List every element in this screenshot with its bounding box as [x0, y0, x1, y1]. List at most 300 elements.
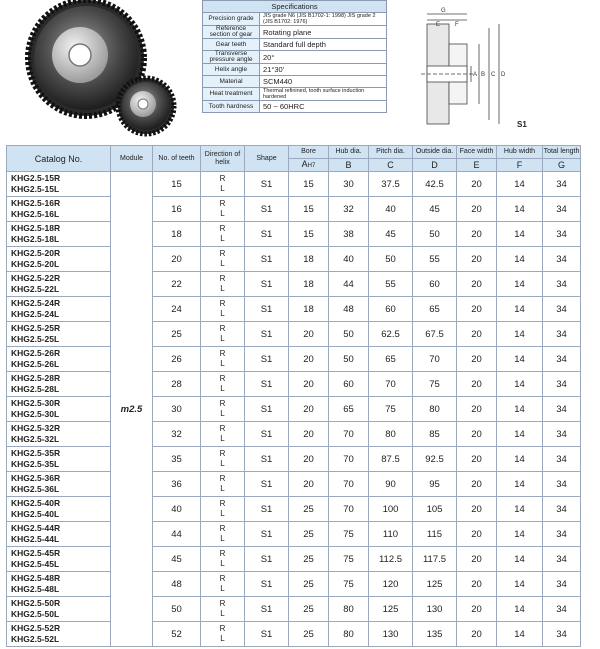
- shape-value: S1: [245, 447, 289, 472]
- catalog-number-l: KHG2.5-48L: [11, 584, 60, 594]
- hub-width-value: 14: [497, 197, 543, 222]
- total-length-value: 34: [543, 472, 581, 497]
- catalog-number: [7, 222, 111, 247]
- catalog-number: [7, 397, 111, 422]
- teeth-count: 44: [153, 522, 201, 547]
- outside-dia-value: 92.5: [413, 447, 457, 472]
- shape-value: S1: [245, 422, 289, 447]
- helix-direction: [201, 597, 245, 622]
- header-shape: Shape: [245, 146, 289, 172]
- helix-direction: [201, 547, 245, 572]
- hub-width-value: 14: [497, 522, 543, 547]
- shape-value: S1: [245, 472, 289, 497]
- catalog-number-r: KHG2.5-52R: [11, 623, 61, 633]
- catalog-number: [7, 547, 111, 572]
- spec-value: 20°: [260, 51, 387, 64]
- helix-right: R: [219, 624, 226, 633]
- subheader-outside-dia: D: [413, 159, 457, 172]
- total-length-value: 34: [543, 372, 581, 397]
- pitch-dia-value: 110: [369, 522, 413, 547]
- shape-value: S1: [245, 172, 289, 197]
- catalog-number: [7, 322, 111, 347]
- hub-dia-value: 70: [329, 422, 369, 447]
- shape-value: S1: [245, 197, 289, 222]
- helix-direction: [201, 472, 245, 497]
- bore-value: 20: [289, 372, 329, 397]
- hub-width-value: 14: [497, 622, 543, 647]
- catalog-number: [7, 622, 111, 647]
- header-pitch-dia: Pitch dia.: [369, 146, 413, 159]
- helix-left: L: [220, 459, 225, 468]
- catalog-number: [7, 247, 111, 272]
- catalog-number-r: KHG2.5-26R: [11, 348, 61, 358]
- header-outside-dia: Outside dia.: [413, 146, 457, 159]
- helix-right: R: [219, 349, 226, 358]
- pitch-dia-value: 112.5: [369, 547, 413, 572]
- teeth-count: 35: [153, 447, 201, 472]
- face-width-value: 20: [457, 397, 497, 422]
- face-width-value: 20: [457, 247, 497, 272]
- spec-label: Heat treatment: [203, 88, 260, 101]
- table-row: [7, 197, 581, 222]
- teeth-count: 48: [153, 572, 201, 597]
- hub-width-value: 14: [497, 322, 543, 347]
- shape-label: S1: [517, 120, 527, 129]
- dim-label-g: G: [441, 8, 446, 14]
- helix-left: L: [220, 384, 225, 393]
- hub-dia-value: 80: [329, 597, 369, 622]
- total-length-value: 34: [543, 297, 581, 322]
- catalog-number-r: KHG2.5-44R: [11, 523, 61, 533]
- teeth-count: 28: [153, 372, 201, 397]
- helix-right: R: [219, 449, 226, 458]
- outside-dia-value: 135: [413, 622, 457, 647]
- helix-left: L: [220, 634, 225, 643]
- total-length-value: 34: [543, 547, 581, 572]
- helix-right: R: [219, 574, 226, 583]
- face-width-value: 20: [457, 272, 497, 297]
- table-row: [7, 472, 581, 497]
- catalog-number-r: KHG2.5-40R: [11, 498, 61, 508]
- table-row: [7, 297, 581, 322]
- bore-value: 20: [289, 422, 329, 447]
- helix-left: L: [220, 509, 225, 518]
- helix-right: R: [219, 274, 226, 283]
- helix-direction: [201, 272, 245, 297]
- teeth-count: 24: [153, 297, 201, 322]
- helix-right: R: [219, 174, 226, 183]
- catalog-number-l: KHG2.5-20L: [11, 259, 60, 269]
- catalog-number-l: KHG2.5-35L: [11, 459, 60, 469]
- face-width-value: 20: [457, 322, 497, 347]
- outside-dia-value: 117.5: [413, 547, 457, 572]
- catalog-number-l: KHG2.5-26L: [11, 359, 60, 369]
- spec-label: Gear teeth: [203, 39, 260, 51]
- pitch-dia-value: 55: [369, 272, 413, 297]
- table-row: [7, 247, 581, 272]
- face-width-value: 20: [457, 547, 497, 572]
- outside-dia-value: 115: [413, 522, 457, 547]
- helix-left: L: [220, 209, 225, 218]
- spec-row: [203, 76, 387, 88]
- pitch-dia-value: 75: [369, 397, 413, 422]
- bore-value: 20: [289, 397, 329, 422]
- catalog-number: [7, 597, 111, 622]
- pitch-dia-value: 37.5: [369, 172, 413, 197]
- catalog-number-l: KHG2.5-16L: [11, 209, 60, 219]
- catalog-number-r: KHG2.5-36R: [11, 473, 61, 483]
- spec-value: Standard full depth: [260, 39, 387, 51]
- hub-dia-value: 38: [329, 222, 369, 247]
- subheader-bore: AH7: [289, 159, 329, 172]
- hub-dia-value: 50: [329, 322, 369, 347]
- teeth-count: 45: [153, 547, 201, 572]
- hub-width-value: 14: [497, 447, 543, 472]
- catalog-number-l: KHG2.5-52L: [11, 634, 60, 644]
- hub-dia-value: 70: [329, 497, 369, 522]
- spec-row: [203, 64, 387, 76]
- outside-dia-value: 65: [413, 297, 457, 322]
- spec-row: [203, 26, 387, 39]
- catalog-number-l: KHG2.5-50L: [11, 609, 60, 619]
- pitch-dia-value: 120: [369, 572, 413, 597]
- table-row: [7, 597, 581, 622]
- helix-left: L: [220, 584, 225, 593]
- helical-gear-photo: [6, 0, 196, 138]
- helix-right: R: [219, 549, 226, 558]
- bore-value: 20: [289, 472, 329, 497]
- bore-value: 20: [289, 322, 329, 347]
- face-width-value: 20: [457, 222, 497, 247]
- table-row: [7, 547, 581, 572]
- pitch-dia-value: 40: [369, 197, 413, 222]
- spec-value: Rotating plane: [260, 26, 387, 39]
- hub-dia-value: 30: [329, 172, 369, 197]
- face-width-value: 20: [457, 622, 497, 647]
- spec-value: SCM440: [260, 76, 387, 88]
- hub-dia-value: 65: [329, 397, 369, 422]
- catalog-number-l: KHG2.5-28L: [11, 384, 60, 394]
- helix-right: R: [219, 324, 226, 333]
- teeth-count: 22: [153, 272, 201, 297]
- dim-label-f: F: [455, 22, 459, 28]
- table-row: [7, 422, 581, 447]
- subheader-pitch-dia: C: [369, 159, 413, 172]
- dim-label-b: B: [481, 72, 486, 78]
- spec-label: Transverse pressure angle: [203, 51, 260, 64]
- shape-value: S1: [245, 347, 289, 372]
- helix-left: L: [220, 309, 225, 318]
- catalog-number: [7, 522, 111, 547]
- subheader-face-width: E: [457, 159, 497, 172]
- table-row: [7, 372, 581, 397]
- header-teeth: No. of teeth: [153, 146, 201, 172]
- header-hub-width: Hub width: [497, 146, 543, 159]
- face-width-value: 20: [457, 447, 497, 472]
- total-length-value: 34: [543, 247, 581, 272]
- subheader-total-length: G: [543, 159, 581, 172]
- face-width-value: 20: [457, 172, 497, 197]
- total-length-value: 34: [543, 197, 581, 222]
- shape-value: S1: [245, 322, 289, 347]
- catalog-number: [7, 497, 111, 522]
- dim-label-a: A: [473, 72, 478, 78]
- header-face-width: Face width: [457, 146, 497, 159]
- specifications-title: Specifications: [203, 1, 387, 13]
- hub-dia-value: 32: [329, 197, 369, 222]
- teeth-count: 26: [153, 347, 201, 372]
- catalog-number-r: KHG2.5-22R: [11, 273, 61, 283]
- helix-direction: [201, 622, 245, 647]
- face-width-value: 20: [457, 522, 497, 547]
- hub-width-value: 14: [497, 472, 543, 497]
- shape-value: S1: [245, 547, 289, 572]
- spec-row: [203, 13, 387, 26]
- face-width-value: 20: [457, 372, 497, 397]
- bore-value: 25: [289, 497, 329, 522]
- helix-left: L: [220, 434, 225, 443]
- table-row: [7, 622, 581, 647]
- face-width-value: 20: [457, 572, 497, 597]
- bore-value: 25: [289, 622, 329, 647]
- header-total-length: Total length: [543, 146, 581, 159]
- hub-width-value: 14: [497, 222, 543, 247]
- catalog-number-l: KHG2.5-45L: [11, 559, 60, 569]
- helix-direction: [201, 197, 245, 222]
- helix-left: L: [220, 534, 225, 543]
- spec-label: Precision grade: [203, 13, 260, 26]
- hub-width-value: 14: [497, 172, 543, 197]
- teeth-count: 40: [153, 497, 201, 522]
- catalog-number: [7, 272, 111, 297]
- catalog-number: [7, 572, 111, 597]
- helix-right: R: [219, 499, 226, 508]
- helix-direction: [201, 422, 245, 447]
- shape-value: S1: [245, 497, 289, 522]
- helix-right: R: [219, 399, 226, 408]
- helix-left: L: [220, 559, 225, 568]
- helix-left: L: [220, 359, 225, 368]
- spec-label: Material: [203, 76, 260, 88]
- table-row: [7, 322, 581, 347]
- total-length-value: 34: [543, 422, 581, 447]
- helix-direction: [201, 222, 245, 247]
- hub-dia-value: 75: [329, 522, 369, 547]
- helix-right: R: [219, 599, 226, 608]
- catalog-number: [7, 197, 111, 222]
- total-length-value: 34: [543, 172, 581, 197]
- header-bore: Bore: [289, 146, 329, 159]
- total-length-value: 34: [543, 272, 581, 297]
- helix-left: L: [220, 259, 225, 268]
- shape-value: S1: [245, 222, 289, 247]
- helix-direction: [201, 297, 245, 322]
- specifications-body: [203, 13, 387, 113]
- shape-dimension-diagram: [405, 2, 545, 132]
- catalog-body: [7, 172, 581, 647]
- hub-width-value: 14: [497, 397, 543, 422]
- header-direction: Direction of helix: [201, 146, 245, 172]
- catalog-number: [7, 297, 111, 322]
- bore-value: 18: [289, 272, 329, 297]
- hub-dia-value: 75: [329, 572, 369, 597]
- catalog-number-l: KHG2.5-36L: [11, 484, 60, 494]
- specifications-table: [202, 0, 387, 113]
- outside-dia-value: 70: [413, 347, 457, 372]
- face-width-value: 20: [457, 472, 497, 497]
- face-width-value: 20: [457, 422, 497, 447]
- catalog-number-l: KHG2.5-24L: [11, 309, 60, 319]
- catalog-number-r: KHG2.5-16R: [11, 198, 61, 208]
- shape-value: S1: [245, 372, 289, 397]
- catalog-number-r: KHG2.5-18R: [11, 223, 61, 233]
- bore-value: 15: [289, 197, 329, 222]
- header-hub-dia: Hub dia.: [329, 146, 369, 159]
- catalog-number: [7, 172, 111, 197]
- helix-direction: [201, 447, 245, 472]
- helix-right: R: [219, 474, 226, 483]
- table-row: [7, 522, 581, 547]
- helix-left: L: [220, 184, 225, 193]
- header-catalog-no: Catalog No.: [7, 146, 111, 172]
- spec-row: [203, 39, 387, 51]
- table-row: [7, 222, 581, 247]
- catalog-number-r: KHG2.5-20R: [11, 248, 61, 258]
- hub-width-value: 14: [497, 422, 543, 447]
- spec-value: JIS grade N6 (JIS B1702-1: 1998) JIS grade 2 (JIS B1702: 1976): [260, 13, 387, 26]
- helix-direction: [201, 322, 245, 347]
- helix-direction: [201, 347, 245, 372]
- header-module: Module: [111, 146, 153, 172]
- catalog-number-l: KHG2.5-44L: [11, 534, 60, 544]
- pitch-dia-value: 130: [369, 622, 413, 647]
- teeth-count: 20: [153, 247, 201, 272]
- bore-value: 18: [289, 247, 329, 272]
- helix-direction: [201, 172, 245, 197]
- teeth-count: 18: [153, 222, 201, 247]
- spec-row: [203, 51, 387, 64]
- total-length-value: 34: [543, 497, 581, 522]
- catalog-number-r: KHG2.5-35R: [11, 448, 61, 458]
- catalog-number-l: KHG2.5-30L: [11, 409, 60, 419]
- spec-label: Helix angle: [203, 64, 260, 76]
- outside-dia-value: 42.5: [413, 172, 457, 197]
- hub-width-value: 14: [497, 247, 543, 272]
- catalog-number-r: KHG2.5-45R: [11, 548, 61, 558]
- table-row: [7, 447, 581, 472]
- catalog-number-l: KHG2.5-25L: [11, 334, 60, 344]
- bore-value: 25: [289, 547, 329, 572]
- helix-right: R: [219, 424, 226, 433]
- pitch-dia-value: 60: [369, 297, 413, 322]
- helix-direction: [201, 372, 245, 397]
- outside-dia-value: 55: [413, 247, 457, 272]
- pitch-dia-value: 50: [369, 247, 413, 272]
- shape-value: S1: [245, 597, 289, 622]
- helix-left: L: [220, 409, 225, 418]
- catalog-number-r: KHG2.5-48R: [11, 573, 61, 583]
- helix-direction: [201, 497, 245, 522]
- teeth-count: 30: [153, 397, 201, 422]
- outside-dia-value: 105: [413, 497, 457, 522]
- spec-value: 50 ~ 60HRC: [260, 101, 387, 113]
- spec-value: 21°30': [260, 64, 387, 76]
- teeth-count: 15: [153, 172, 201, 197]
- table-row: [7, 272, 581, 297]
- pitch-dia-value: 125: [369, 597, 413, 622]
- hub-width-value: 14: [497, 497, 543, 522]
- total-length-value: 34: [543, 397, 581, 422]
- helix-right: R: [219, 249, 226, 258]
- catalog-number: [7, 347, 111, 372]
- dim-label-d: D: [501, 72, 506, 78]
- hub-dia-value: 50: [329, 347, 369, 372]
- bore-value: 25: [289, 572, 329, 597]
- shape-value: S1: [245, 522, 289, 547]
- catalog-number-l: KHG2.5-40L: [11, 509, 60, 519]
- dim-label-c: C: [491, 72, 496, 78]
- total-length-value: 34: [543, 322, 581, 347]
- helix-right: R: [219, 199, 226, 208]
- pitch-dia-value: 62.5: [369, 322, 413, 347]
- outside-dia-value: 75: [413, 372, 457, 397]
- pitch-dia-value: 45: [369, 222, 413, 247]
- teeth-count: 50: [153, 597, 201, 622]
- catalog-number: [7, 422, 111, 447]
- catalog-number-l: KHG2.5-15L: [11, 184, 60, 194]
- helix-direction: [201, 397, 245, 422]
- pitch-dia-value: 90: [369, 472, 413, 497]
- hub-width-value: 14: [497, 572, 543, 597]
- hub-dia-value: 60: [329, 372, 369, 397]
- helix-left: L: [220, 609, 225, 618]
- catalog-number-r: KHG2.5-32R: [11, 423, 61, 433]
- pitch-dia-value: 87.5: [369, 447, 413, 472]
- helix-right: R: [219, 224, 226, 233]
- spec-label: Tooth hardness: [203, 101, 260, 113]
- dim-label-e: E: [436, 22, 441, 28]
- subheader-hub-width: F: [497, 159, 543, 172]
- helix-direction: [201, 572, 245, 597]
- catalog-number-r: KHG2.5-28R: [11, 373, 61, 383]
- catalog-number-r: KHG2.5-25R: [11, 323, 61, 333]
- shape-value: S1: [245, 622, 289, 647]
- teeth-count: 32: [153, 422, 201, 447]
- pitch-dia-value: 100: [369, 497, 413, 522]
- catalog-number: [7, 372, 111, 397]
- catalog-number-r: KHG2.5-24R: [11, 298, 61, 308]
- hub-dia-value: 44: [329, 272, 369, 297]
- outside-dia-value: 125: [413, 572, 457, 597]
- hub-dia-value: 48: [329, 297, 369, 322]
- outside-dia-value: 80: [413, 397, 457, 422]
- table-row: [7, 572, 581, 597]
- catalog-number-l: KHG2.5-22L: [11, 284, 60, 294]
- outside-dia-value: 50: [413, 222, 457, 247]
- total-length-value: 34: [543, 447, 581, 472]
- hub-width-value: 14: [497, 597, 543, 622]
- outside-dia-value: 85: [413, 422, 457, 447]
- hub-width-value: 14: [497, 547, 543, 572]
- hub-width-value: 14: [497, 272, 543, 297]
- bore-value: 15: [289, 172, 329, 197]
- hub-dia-value: 40: [329, 247, 369, 272]
- catalog-table: [6, 145, 581, 647]
- catalog-number-l: KHG2.5-18L: [11, 234, 60, 244]
- bore-value: 20: [289, 447, 329, 472]
- outside-dia-value: 60: [413, 272, 457, 297]
- table-row: [7, 497, 581, 522]
